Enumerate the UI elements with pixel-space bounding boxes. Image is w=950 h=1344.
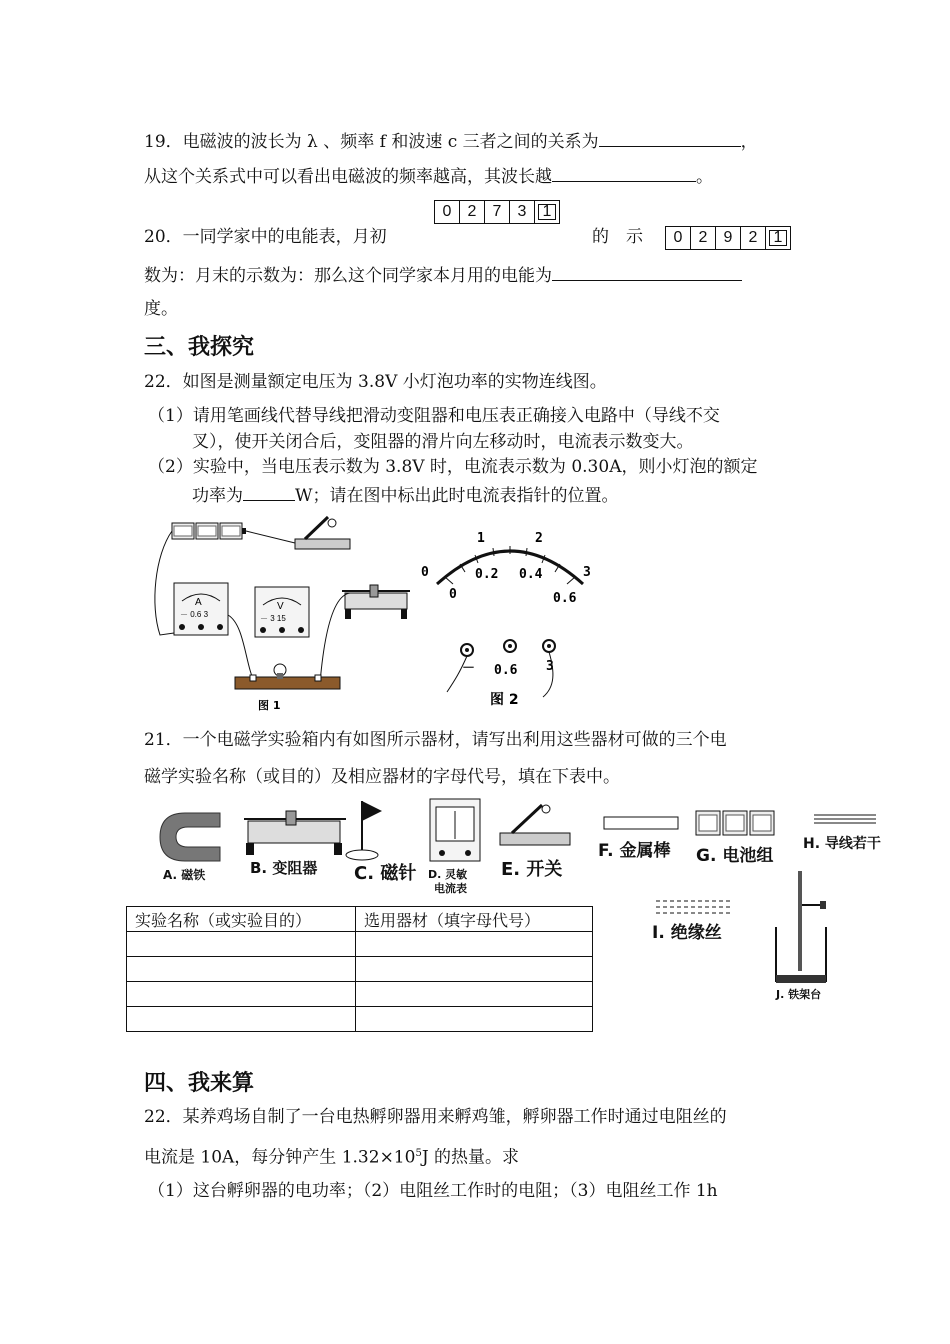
table-cell[interactable] (127, 982, 356, 1007)
label-switch: E. 开关 (501, 859, 563, 880)
label-battery: G. 电池组 (696, 846, 774, 866)
table-row (127, 1007, 593, 1032)
q22a-p1b: 叉），使开关闭合后，变阻器的滑片向左移动时，电流表示数变大。 (192, 432, 694, 452)
fig2-bottom-2: 0.4 (519, 567, 543, 582)
q22b-line2: 电流是 10A，每分钟产生 $1.32\times 10^5J$ 的热量。求 (144, 1147, 520, 1168)
rheostat (342, 585, 410, 619)
q20-line1: 20．一同学家中的电能表，月初 (144, 227, 387, 247)
fig2-top-1: 1 (477, 531, 485, 546)
q22b-line1: 22．某养鸡场自制了一台电热孵卵器用来孵鸡雏，孵卵器工作时通过电阻丝的 (144, 1107, 727, 1127)
q19-line2: 从这个关系式中可以看出电磁波的频率越高，其波长越 。 (144, 163, 713, 188)
label-galvanometer-2: 电流表 (434, 882, 467, 895)
q22a-p2a: （2）实验中，当电压表示数为 3.8V 时，电流表示数为 0.30A，则小灯泡的额定 (148, 457, 758, 477)
table-row (127, 982, 593, 1007)
table-cell[interactable] (127, 1007, 356, 1032)
iron-stand-drawing (776, 871, 826, 983)
experiment-table (126, 906, 593, 1032)
q20-line2: 数为：月末的示数为：那么这个同学家本月用的电能为 (144, 262, 742, 287)
switch-drawing (500, 805, 570, 845)
ammeter-terminals: － 0.6 3 (180, 610, 209, 619)
table-cell[interactable] (356, 957, 593, 982)
label-magnet: A. 磁铁 (163, 868, 206, 882)
q21-line2: 磁学实验名称（或目的）及相应器材的字母代号，填在下表中。 (144, 767, 620, 787)
label-iron-stand: J. 铁架台 (776, 988, 822, 1001)
label-rheostat: B. 变阻器 (250, 859, 318, 877)
fig2-bottom-1: 0.2 (475, 567, 499, 582)
label-wires: H. 导线若干 (803, 836, 881, 852)
fig2-top-2: 2 (535, 531, 543, 546)
label-metal-rod: F. 金属棒 (598, 841, 671, 861)
label-compass: C. 磁针 (354, 863, 417, 884)
table-header-equipment: 选用器材（填字母代号） (356, 907, 593, 932)
metal-rod-drawing (604, 817, 678, 829)
fig1-circuit (150, 515, 420, 715)
fig1-caption: 图 1 (258, 699, 281, 712)
table-cell[interactable] (356, 982, 593, 1007)
section3-heading: 三、我探究 (144, 335, 255, 360)
rheostat-drawing (244, 811, 346, 855)
ammeter (174, 583, 228, 635)
fig2-terminals (447, 640, 555, 697)
label-galvanometer-1: D. 灵敏 (428, 868, 468, 881)
q20-line3: 度。 (144, 299, 178, 319)
table-cell[interactable] (127, 957, 356, 982)
fig2-terminal-3: 3 (546, 659, 554, 674)
q19-blank1[interactable] (599, 128, 741, 147)
bulb-board (235, 664, 340, 689)
q22b-line3: （1）这台孵卵器的电功率；（2）电阻丝工作时的电阻；（3）电阻丝工作 1h (148, 1181, 718, 1201)
voltmeter-symbol: V (277, 601, 284, 612)
q20-line1-mid: 的 示 (592, 227, 643, 247)
q22a-intro: 22．如图是测量额定电压为 3.8V 小灯泡功率的实物连线图。 (144, 372, 607, 392)
table-cell[interactable] (356, 932, 593, 957)
galvanometer-drawing (430, 799, 480, 861)
table-header-experiment: 实验名称（或实验目的） (127, 907, 356, 932)
fig2-ammeter-scale[interactable] (415, 522, 605, 712)
q22a-p2b: 功率为 W；请在图中标出此时电流表指针的位置。 (192, 482, 618, 507)
q20-blank[interactable] (552, 262, 742, 281)
table-row (127, 932, 593, 957)
q19-blank2[interactable] (552, 163, 696, 182)
battery-drawing (696, 811, 774, 835)
q22a-p1a: （1）请用笔画线代替导线把滑动变阻器和电压表正确接入电路中（导线不交 (148, 406, 720, 426)
ammeter-symbol: A (195, 597, 202, 608)
compass-needle-drawing (346, 801, 382, 860)
fig2-caption: 图 2 (490, 692, 519, 708)
voltmeter-terminals: － 3 15 (260, 614, 286, 623)
fig2-bottom-3: 0.6 (553, 591, 577, 606)
table-header-row (127, 907, 593, 932)
fig2-terminal-minus: － (462, 661, 476, 676)
meter-end-reading: 0 2 9 2 1 (665, 226, 791, 250)
meter-start-reading: 0 2 7 3 1 (434, 200, 560, 224)
battery-pack (172, 523, 246, 539)
fig2-bottom-0: 0 (449, 587, 457, 602)
wires-drawing (814, 815, 876, 823)
insulated-thread-drawing (656, 901, 732, 913)
q22a-blank[interactable] (243, 482, 295, 501)
label-thread: I. 绝缘丝 (652, 923, 722, 943)
fig2-terminal-06: 0.6 (494, 663, 518, 678)
section4-heading: 四、我来算 (144, 1071, 255, 1096)
magnet-drawing (160, 813, 220, 861)
table-cell[interactable] (127, 932, 356, 957)
q19-line1: 19．电磁波的波长为 λ 、频率 f 和波速 c 三者之间的关系为 ， (144, 128, 758, 153)
fig2-top-3: 3 (583, 565, 591, 580)
switch[interactable] (295, 517, 350, 549)
table-row (127, 957, 593, 982)
voltmeter (255, 587, 309, 637)
fig2-top-0: 0 (421, 565, 429, 580)
table-cell[interactable] (356, 1007, 593, 1032)
q21-line1: 21．一个电磁学实验箱内有如图所示器材，请写出利用这些器材可做的三个电 (144, 730, 727, 750)
